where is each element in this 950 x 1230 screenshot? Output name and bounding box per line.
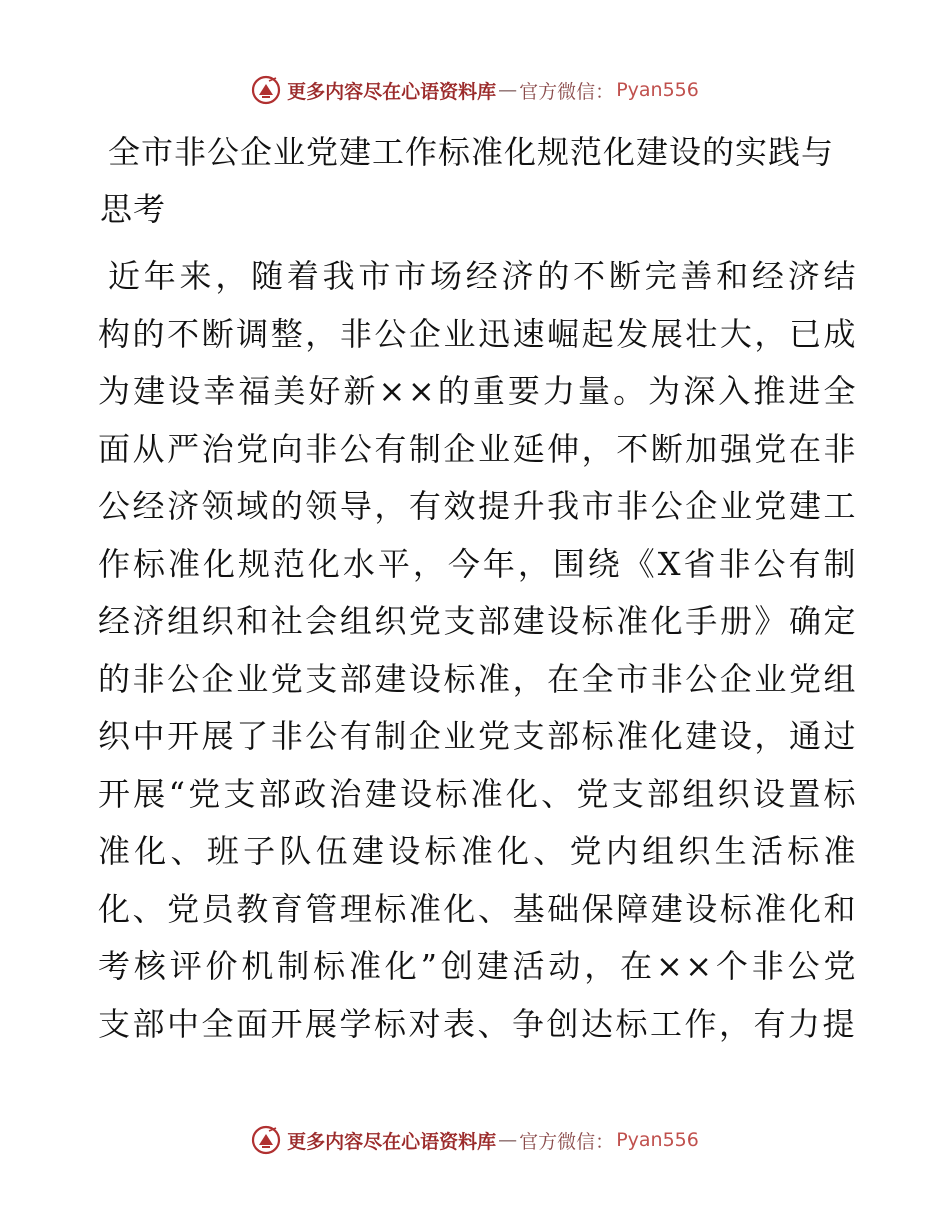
channel-text: 官方微信： bbox=[519, 1130, 615, 1153]
document-body: 近年来，随着我市市场经济的不断完善和经济结构的不断调整，非公企业迅速崛起发展壮大，已成为建设幸福美好新××的重要力量。为深入推进全面从严治党向非公有制企业延伸，不断加强党在非公经济领域的领导，有效提升我市非公企业党建工作标准化规范化水平，今年，围绕《X省非公有制经济组织和社会组织党支部建设标准化手册》确定的非公企业党支部建设标准，在全市非公企业党组织中开展了非公有制企业党支部标准化建设，通过开展“党支部政治建设标准化、党支部组织设置标准化、班子队伍建设标准化、党内组织生活标准化、党员教育管理标准化、基础保障建设标准化和考核评价机制标准化”创建活动，在××个非公党支部中全面开展学标对表、争创达标工作，有力提 bbox=[98, 257, 858, 1043]
promo-text: 更多内容尽在心语资料库 bbox=[287, 1130, 497, 1153]
red-book-quill-icon bbox=[251, 1125, 281, 1155]
wechat-handle: Pyan556 bbox=[616, 1129, 699, 1151]
channel-text: 官方微信： bbox=[519, 80, 615, 103]
wechat-handle: Pyan556 bbox=[616, 79, 699, 101]
banner-dash: — bbox=[498, 79, 518, 101]
red-book-quill-icon bbox=[251, 75, 281, 105]
promo-text: 更多内容尽在心语资料库 bbox=[287, 80, 497, 103]
banner-dash: — bbox=[498, 1129, 518, 1151]
header-banner bbox=[0, 70, 950, 110]
footer-banner bbox=[0, 1120, 950, 1160]
document-title: 全市非公企业党建工作标准化规范化建设的实践与思考 bbox=[100, 133, 835, 228]
